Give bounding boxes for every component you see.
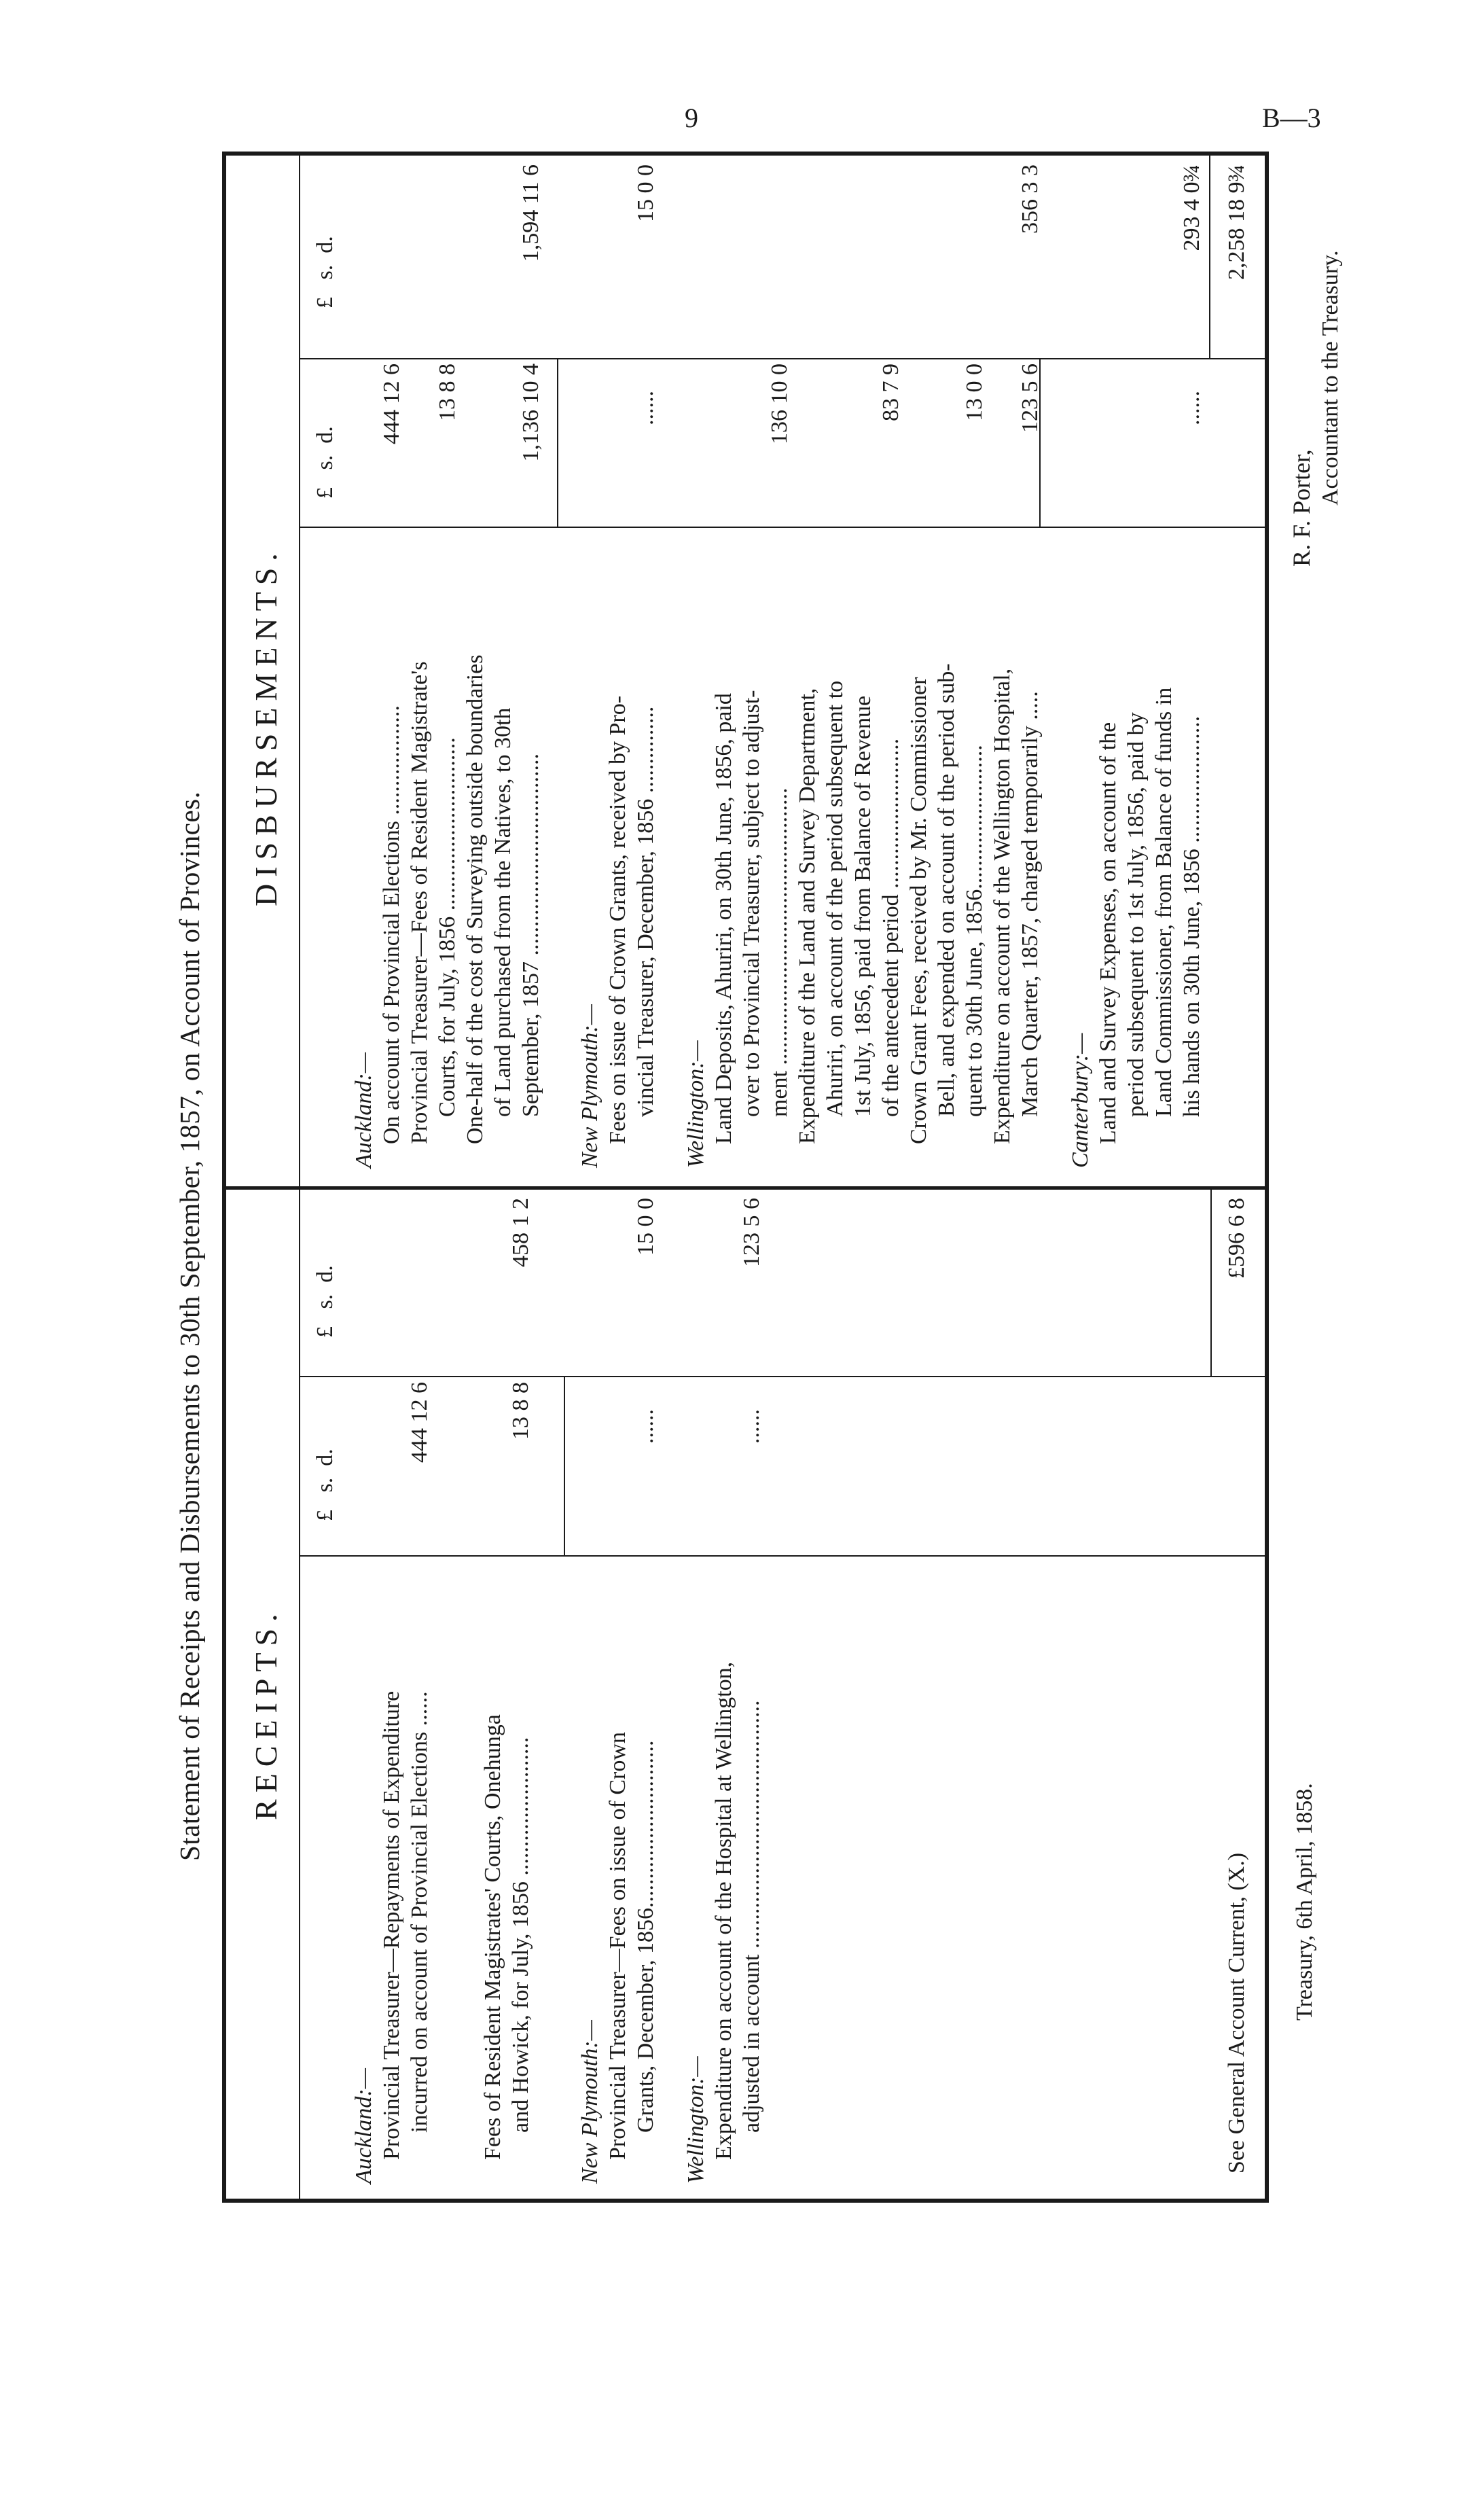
- table-left-border: [222, 2199, 1269, 2203]
- disb-lsd-header: £ s. d.: [312, 426, 338, 499]
- disb-wellington-line: over to Provincial Treasurer, subject to adjust-: [739, 690, 764, 1117]
- disb-canterbury-line: his hands on 30th June, 1856 ......................: [1179, 715, 1204, 1117]
- disb-col1-rule: [299, 527, 1265, 528]
- disb-new-plymouth-total: 15 0 0: [633, 164, 658, 222]
- receipts-auckland-label: Auckland:—: [351, 2068, 376, 2184]
- disb-auckland-amount: 444 12 6: [379, 363, 404, 444]
- disb-auckland-line: September, 1857 ...................................: [518, 753, 543, 1117]
- disb-auckland-line: One-half of the cost of Surveying outside boundaries: [463, 654, 488, 1144]
- disb-auckland-amount: 1,136 10 4: [518, 363, 543, 462]
- receipts-col2-rule: [299, 1376, 1265, 1377]
- receipts-auckland-line: Fees of Resident Magistrates' Courts, Onehunga: [480, 1714, 505, 2160]
- receipts-wellington-line: Expenditure on account of the Hospital at Wellington,: [711, 1661, 736, 2160]
- receipts-lsd-header-2: £ s. d.: [312, 1265, 338, 1338]
- receipts-auckland-amount: 444 12 6: [407, 1382, 432, 1463]
- signatory-title: Accountant to the Treasury.: [1318, 250, 1343, 505]
- disb-auckland-subtotal-rule: [557, 359, 558, 527]
- signatory-name: R. F. Porter,: [1288, 449, 1315, 567]
- receipts-wellington-total: 123 5 6: [739, 1198, 764, 1267]
- receipts-new-plymouth-amount: ......: [633, 1409, 658, 1444]
- disb-wellington-line: Crown Grant Fees, received by Mr. Commissioner: [906, 677, 931, 1144]
- receipts-new-plymouth-total: 15 0 0: [633, 1198, 658, 1256]
- disb-canterbury-amount: ......: [1179, 391, 1204, 425]
- disb-canterbury-line: period subsequent to 1st July, 1856, paid by: [1123, 712, 1149, 1117]
- disb-new-plymouth-line: Fees on issue of Crown Grants, received by Pro-: [605, 695, 630, 1144]
- receipts-col1-rule: [299, 1555, 1265, 1557]
- disb-canterbury-label: Canterbury:—: [1068, 1033, 1093, 1168]
- receipts-wellington-label: Wellington:—: [683, 2056, 708, 2184]
- table-top-border: [222, 154, 226, 2201]
- disb-auckland-label: Auckland:—: [351, 1052, 376, 1168]
- receipts-footer-note: See General Account Current, (X.): [1224, 1852, 1249, 2173]
- disb-wellington-line: Expenditure on account of the Wellington Hospital,: [990, 668, 1015, 1144]
- disb-wellington-line: Bell, and expended on account of the period sub-: [934, 663, 959, 1117]
- disb-wellington-amount: 13 0 0: [962, 363, 987, 421]
- receipts-new-plymouth-line: Grants, December, 1856.............................: [633, 1740, 658, 2133]
- disb-auckland-line: Provincial Treasurer—Fees of Resident Magistrate's: [407, 661, 432, 1144]
- receipts-auckland-line: incurred on account of Provincial Elections ......: [407, 1691, 432, 2133]
- receipts-auckland-line: and Howick, for July, 1856 ........................: [508, 1737, 533, 2133]
- receipts-auckland-total: 458 1 2: [508, 1198, 533, 1267]
- heading-rule: [299, 156, 300, 2199]
- disb-wellington-amount: 136 10 0: [767, 363, 792, 444]
- receipts-heading: RECEIPTS.: [249, 1607, 283, 1820]
- disb-new-plymouth-amount: ......: [633, 391, 658, 425]
- disb-wellington-line: of the antecedent period ..........................: [878, 738, 903, 1117]
- receipts-wellington-line: adjusted in account ...........................................: [739, 1700, 764, 2133]
- receipts-new-plymouth-line: Provincial Treasurer—Fees on issue of Crown: [605, 1732, 630, 2160]
- receipts-lsd-header: £ s. d.: [312, 1449, 338, 1521]
- disb-lsd-header-2: £ s. d.: [312, 236, 338, 308]
- receipts-wellington-amount: ......: [739, 1409, 764, 1444]
- disb-wellington-total: 356 3 3: [1018, 164, 1043, 234]
- disb-col2-rule: [299, 358, 1265, 359]
- disb-auckland-line: On account of Provincial Elections ...................: [379, 705, 404, 1144]
- statement-title: Statement of Receipts and Disbursements to 30th September, 1857, on Account of Provinces.: [174, 791, 205, 1861]
- treasury-date: Treasury, 6th April, 1858.: [1292, 1783, 1317, 2021]
- receipts-grand-total: £596 6 8: [1224, 1198, 1249, 1279]
- disb-canterbury-total: 293 4 0¾: [1179, 164, 1204, 251]
- disb-wellington-label: Wellington:—: [683, 1040, 708, 1168]
- disb-auckland-total: 1,594 11 6: [518, 164, 543, 262]
- disb-grand-total-rule: [1209, 156, 1210, 358]
- disb-grand-total: 2,258 18 9¾: [1224, 164, 1249, 280]
- disb-auckland-line: of Land purchased from the Natives, to 30th: [490, 707, 516, 1117]
- disb-wellington-line: Land Deposits, Ahuriri, on 30th June, 1856, paid: [711, 693, 736, 1144]
- disb-wellington-amount: 83 7 9: [878, 363, 903, 421]
- disb-canterbury-line: Land Commissioner, from Balance of funds in: [1151, 687, 1176, 1117]
- receipts-auckland-line: Provincial Treasurer—Repayments of Expenditure: [379, 1690, 404, 2160]
- receipts-grand-total-rule: [1210, 1190, 1212, 1376]
- receipts-auckland-subtotal-rule: [564, 1377, 565, 1555]
- page-number: 9: [685, 103, 698, 133]
- disbursements-heading: DISBURSEMENTS.: [249, 546, 283, 906]
- receipts-new-plymouth-label: New Plymouth:—: [577, 2020, 602, 2184]
- disb-wellington-line: quent to 30th June, 1856.........................: [962, 745, 987, 1117]
- disb-new-plymouth-label: New Plymouth:—: [577, 1004, 602, 1168]
- disb-wellington-amount: 123 5 6: [1018, 363, 1043, 433]
- disb-wellington-line: Expenditure of the Land and Survey Department,: [795, 688, 820, 1144]
- column-divider: [222, 1186, 1269, 1190]
- disb-auckland-line: Courts, for July, 1856 ..............................: [435, 737, 460, 1117]
- disb-wellington-line: 1st July, 1856, paid from Balance of Revenue: [850, 695, 876, 1117]
- page-reference: B—3: [1262, 103, 1321, 133]
- disb-wellington-line: Ahuriri, on account of the period subsequent to: [823, 680, 848, 1117]
- disb-auckland-amount: 13 8 8: [435, 363, 460, 421]
- disb-new-plymouth-line: vincial Treasurer, December, 1856 ...............: [633, 706, 658, 1117]
- disb-canterbury-line: Land and Survey Expenses, on account of the: [1096, 722, 1121, 1144]
- table-bottom-border: [1265, 154, 1269, 2201]
- table-right-border: [222, 152, 1269, 156]
- disb-wellington-line: ment ................................................: [767, 787, 792, 1117]
- receipts-auckland-amount: 13 8 8: [508, 1382, 533, 1440]
- disb-wellington-line: March Quarter, 1857, charged temporarily .....: [1018, 691, 1043, 1117]
